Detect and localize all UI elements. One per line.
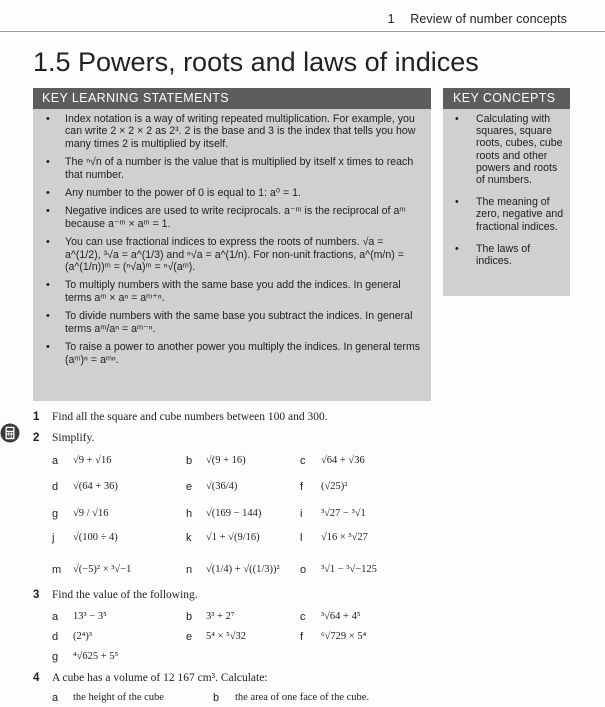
key-learning-item: • Any number to the power of 0 is equal to 1: a⁰ = 1. <box>33 187 421 199</box>
part-expression: √(−5)² × ³√−1 <box>73 564 132 575</box>
key-concepts-heading: KEY CONCEPTS <box>443 88 570 109</box>
part-label: k <box>186 532 192 544</box>
part-expression: ⁴√625 + 5⁵ <box>73 651 119 662</box>
question-text: Simplify. <box>52 432 95 444</box>
part-label: b <box>186 611 193 623</box>
question-number: 4 <box>33 672 40 684</box>
part-expression: √(1/4) + √((1/3))² <box>206 564 280 575</box>
part-expression: 3³ + 2⁷ <box>206 611 235 622</box>
key-learning-statements-box <box>33 88 431 401</box>
key-concepts-list <box>443 109 570 267</box>
running-head <box>388 12 567 26</box>
question-text: Find all the square and cube numbers between 100 and 300. <box>52 411 328 423</box>
part-label: c <box>300 611 306 623</box>
part-label: n <box>186 564 193 576</box>
part-label: c <box>300 455 306 467</box>
key-concept-item: • Calculating with squares, square roots, cubes, cube roots and other powers and roots of numbers. <box>443 113 564 186</box>
part-label: b <box>186 455 193 467</box>
part-expression: (2⁴)³ <box>73 631 93 642</box>
part-label: b <box>213 692 220 704</box>
part-expression: √(36/4) <box>206 481 238 492</box>
calculator-icon <box>0 423 20 443</box>
part-expression: the area of one face of the cube. <box>235 692 370 703</box>
key-learning-heading: KEY LEARNING STATEMENTS <box>33 88 431 109</box>
part-expression: (√25)² <box>321 481 348 492</box>
key-learning-item: • To divide numbers with the same base you subtract the indices. In general terms aᵐ/aⁿ = aᵐ⁻ⁿ. <box>33 310 421 335</box>
part-label: j <box>52 532 55 544</box>
chapter-number: 1 <box>387 12 395 26</box>
key-learning-item: • To raise a power to another power you multiply the indices. In general terms (aᵐ)ⁿ = aᵐⁿ. <box>33 341 421 366</box>
part-expression: ³√64 + 4⁵ <box>321 611 361 622</box>
part-label: e <box>186 481 193 493</box>
key-concept-item: • The laws of indices. <box>443 243 564 267</box>
part-expression: √9 + √16 <box>73 455 112 466</box>
part-label: i <box>300 508 303 520</box>
part-label: a <box>52 455 59 467</box>
part-expression: ³√1 − ³√−125 <box>321 564 377 575</box>
question-text: Find the value of the following. <box>52 589 198 601</box>
part-expression: √(169 − 144) <box>206 508 262 519</box>
key-learning-item: • The ⁿ√n of a number is the value that is multiplied by itself x times to reach that number. <box>33 156 421 181</box>
part-label: d <box>52 631 59 643</box>
part-label: l <box>300 532 303 544</box>
key-learning-item: • To multiply numbers with the same base you add the indices. In general terms aᵐ × aⁿ = aᵐ⁺ⁿ. <box>33 279 421 304</box>
question-number: 2 <box>33 432 40 444</box>
part-expression: √1 + √(9/16) <box>206 532 260 543</box>
question-number: 3 <box>33 589 40 601</box>
key-learning-item: • You can use fractional indices to express the roots of numbers. √a = a^(1/2), ³√a = a^(1/3) and ⁿ√a = a^(1/n). For non-unit fractions, a^(m/n) = (a^(1/n))ᵐ = (ⁿ√a)ᵐ = ⁿ√(aᵐ). <box>33 236 421 273</box>
header-divider <box>0 31 605 32</box>
key-learning-item: • Negative indices are used to write reciprocals. a⁻ᵐ is the reciprocal of aᵐ because a⁻ᵐ × aᵐ = 1. <box>33 205 421 230</box>
part-label: m <box>52 564 62 576</box>
part-expression: √(64 + 36) <box>73 481 118 492</box>
part-label: o <box>300 564 307 576</box>
part-expression: 13³ − 3⁵ <box>73 611 107 622</box>
part-label: d <box>52 481 59 493</box>
key-learning-item: • Index notation is a way of writing repeated multiplication. For example, you can write 2 × 2 × 2 as 2³. 2 is the base and 3 is the index that tells you how many times 2 is multiplied by itself. <box>33 113 421 150</box>
part-label: f <box>300 481 304 493</box>
question-number: 1 <box>33 411 40 423</box>
part-label: f <box>300 631 304 643</box>
part-label: g <box>52 508 59 520</box>
chapter-title: Review of number concepts <box>410 12 567 26</box>
part-expression: √16 × ³√27 <box>321 532 368 543</box>
part-expression: ³√27 − ³√1 <box>321 508 366 519</box>
key-learning-list <box>33 109 431 366</box>
part-label: e <box>186 631 193 643</box>
key-concepts-box <box>443 88 570 296</box>
section-title: 1.5 Powers, roots and laws of indices <box>33 47 479 77</box>
part-expression: √64 + √36 <box>321 455 365 466</box>
part-label: h <box>186 508 193 520</box>
part-expression: 5⁴ × ⁵√32 <box>206 631 247 642</box>
part-expression: √9 / √16 <box>73 508 109 519</box>
key-concept-item: • The meaning of zero, negative and fractional indices. <box>443 196 564 233</box>
part-expression: the height of the cube <box>73 692 164 703</box>
question-text: A cube has a volume of 12 167 cm³. Calculate: <box>52 672 268 684</box>
part-expression: ⁶√729 × 5⁴ <box>321 631 367 642</box>
part-label: a <box>52 611 59 623</box>
part-label: a <box>52 692 59 704</box>
part-label: g <box>52 651 59 663</box>
part-expression: √(100 ÷ 4) <box>73 532 118 543</box>
part-expression: √(9 + 16) <box>206 455 246 466</box>
